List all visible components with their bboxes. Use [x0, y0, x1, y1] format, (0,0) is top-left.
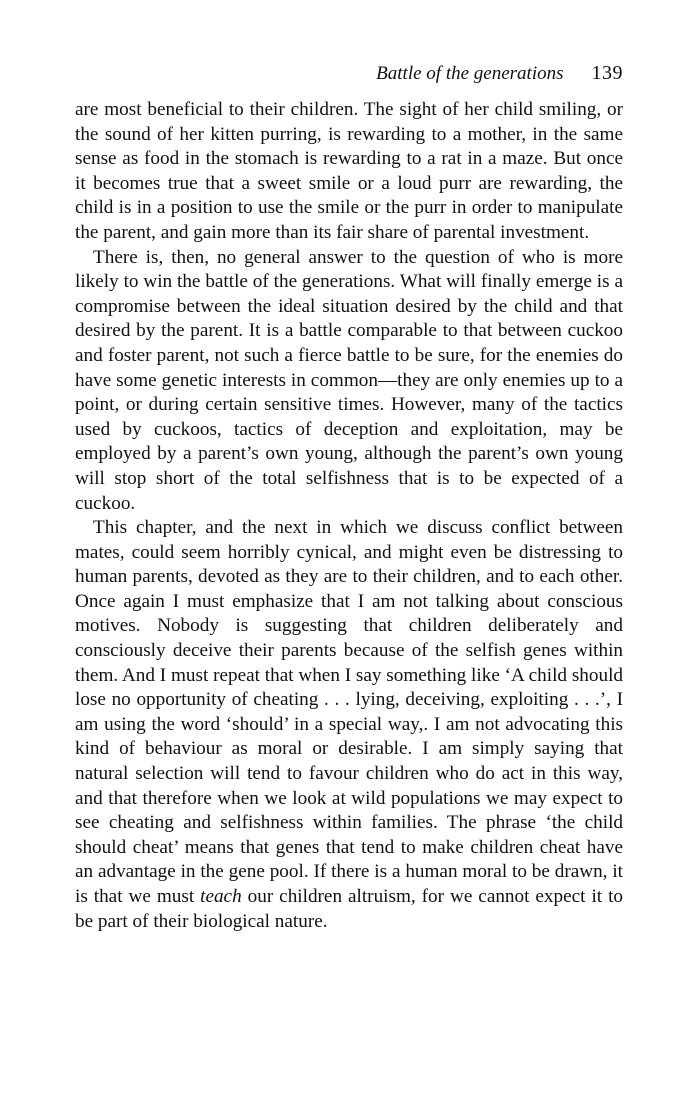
paragraph-3	[75, 516, 623, 934]
page-number: 139	[591, 62, 623, 84]
paragraph-3-text-after: our children altruism, for we cannot expect it to be part of their biological nature.	[75, 886, 623, 932]
book-page	[75, 62, 623, 934]
running-title: Battle of the generations	[376, 63, 564, 84]
paragraph-2: There is, then, no general answer to the question of who is more likely to win the battle of the generations. What will finally emerge is a compromise between the ideal situation desired by the child and that desired by the parent. It is a battle comparable to that between cuckoo and foster parent, not such a fierce battle to be sure, for the enemies do have some genetic interests in common—they are only enemies up to a point, or during certain sensitive times. However, many of the tactics used by cuckoos, tactics of deception and exploitation, may be employed by a parent’s own young, although the parent’s own young will stop short of the total selfishness that is to be expected of a cuckoo.	[75, 246, 623, 514]
running-header	[75, 62, 623, 92]
paragraph-3-text-before: This chapter, and the next in which we discuss conflict between mates, could seem horribly cynical, and might even be distressing to human parents, devoted as they are to their children, and to each other. Once again I must emphasize that I am not talking about conscious motives. Nobody is suggesting that children deliberately and consciously deceive their parents because of the selfish genes within them. And I must repeat that when I say something like ‘A child should lose no opportunity of cheating . . . lying, deceiving, exploiting . . .’, I am using the word ‘should’ in a special way,. I am not advocating this kind of behaviour as moral or desirable. I am simply saying that natural selection will tend to favour children who do act in this way, and that therefore when we look at wild populations we may expect to see cheating and selfishness within families. The phrase ‘the child should cheat’ means that genes that tend to make children cheat have an advantage in the gene pool. If there is a human moral to be drawn, it is that we must	[75, 517, 623, 907]
body-text	[75, 98, 623, 934]
emphasis-teach: teach	[200, 886, 242, 907]
paragraph-1: are most beneficial to their children. The sight of her child smiling, or the sound of her kitten purring, is rewarding to a mother, in the same sense as food in the stomach is rewarding to a rat in a maze. But once it becomes true that a sweet smile or a loud purr are rewarding, the child is in a position to use the smile or the purr in order to manipulate the parent, and gain more than its fair share of parental investment.	[75, 99, 623, 243]
